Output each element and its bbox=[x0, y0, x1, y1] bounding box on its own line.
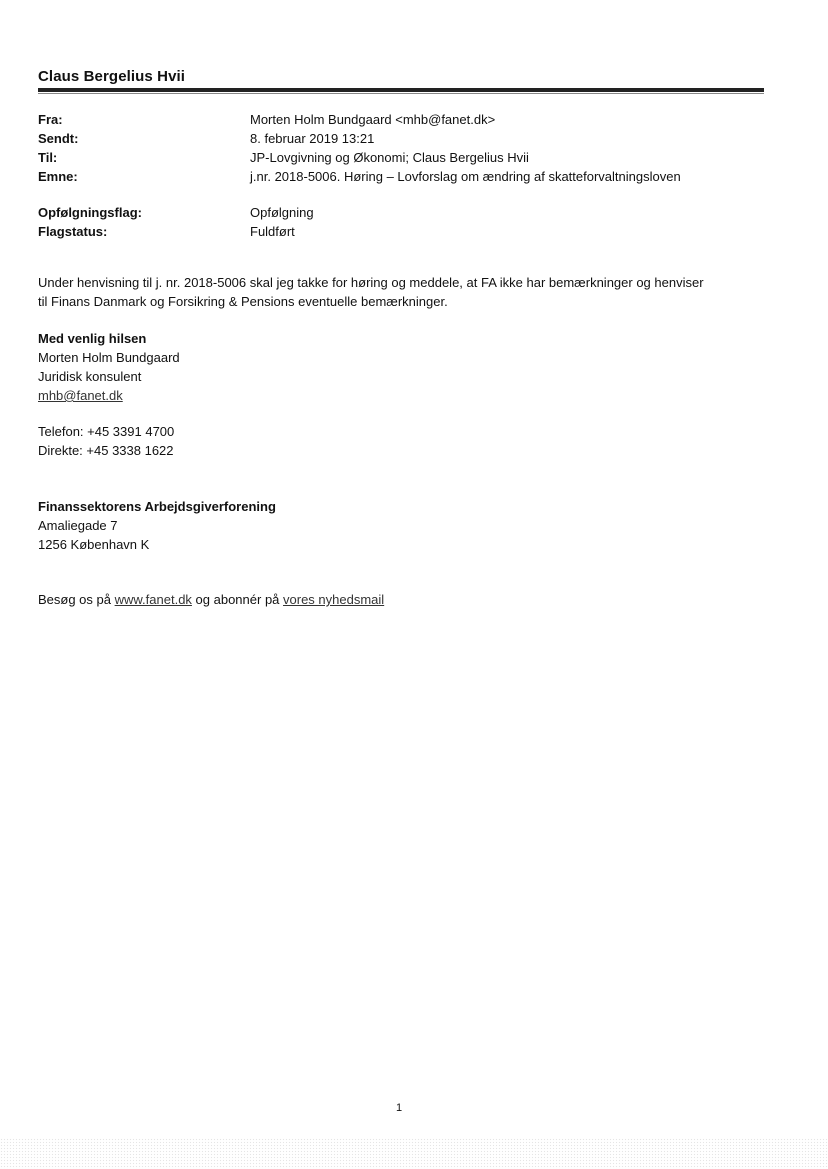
email-body bbox=[38, 273, 768, 311]
organization-city: 1256 København K bbox=[38, 537, 150, 552]
header-divider bbox=[38, 88, 764, 92]
subject-value: j.nr. 2018-5006. Høring – Lovforslag om ændring af skatteforvaltningsloven bbox=[250, 169, 681, 184]
direct-number: Direkte: +45 3338 1622 bbox=[38, 443, 174, 458]
header-row-subject bbox=[38, 167, 764, 186]
organization-address bbox=[38, 497, 276, 554]
newsletter-link[interactable]: vores nyhedsmail bbox=[283, 592, 385, 607]
header-row-flag bbox=[38, 203, 764, 222]
header-row-sent bbox=[38, 129, 764, 148]
page-number: 1 bbox=[396, 1102, 403, 1114]
scan-noise-strip bbox=[0, 1138, 828, 1169]
visit-middle: og abonnér på bbox=[191, 592, 284, 607]
flag-status-value: Fuldført bbox=[250, 224, 295, 239]
body-line-2: til Finans Danmark og Forsikring & Pensions eventuelle bemærkninger. bbox=[38, 294, 448, 309]
visit-prefix: Besøg os på bbox=[38, 592, 115, 607]
header-row-from bbox=[38, 110, 764, 129]
body-line-1: Under henvisning til j. nr. 2018-5006 skal jeg takke for høring og meddele, at FA ikke har bemærkninger og henviser bbox=[38, 275, 704, 290]
phone-number: Telefon: +45 3391 4700 bbox=[38, 424, 175, 439]
header-row-to bbox=[38, 148, 764, 167]
signature-email-link[interactable]: mhb@fanet.dk bbox=[38, 388, 123, 403]
email-headers bbox=[38, 110, 764, 241]
flag-status-label: Flagstatus: bbox=[38, 224, 108, 239]
signature-title: Juridisk konsulent bbox=[38, 369, 142, 384]
website-link[interactable]: www.fanet.dk bbox=[114, 592, 192, 607]
signature-name: Morten Holm Bundgaard bbox=[38, 350, 180, 365]
signature-greeting: Med venlig hilsen bbox=[38, 331, 147, 346]
header-divider-thin bbox=[38, 93, 764, 94]
subject-label: Emne: bbox=[38, 169, 78, 184]
signature-block bbox=[38, 329, 180, 405]
to-value: JP-Lovgivning og Økonomi; Claus Bergelius Hvii bbox=[250, 150, 529, 165]
sent-label: Sendt: bbox=[38, 131, 79, 146]
visit-line bbox=[38, 590, 384, 609]
header-row-flag-status bbox=[38, 222, 764, 241]
sent-value: 8. februar 2019 13:21 bbox=[250, 131, 375, 146]
mailbox-owner-name: Claus Bergelius Hvii bbox=[38, 68, 186, 85]
flag-label: Opfølgningsflag: bbox=[38, 205, 142, 220]
organization-name: Finanssektorens Arbejdsgiverforening bbox=[38, 499, 276, 514]
contact-phones bbox=[38, 422, 174, 460]
from-value: Morten Holm Bundgaard <mhb@fanet.dk> bbox=[250, 112, 496, 127]
to-label: Til: bbox=[38, 150, 58, 165]
organization-street: Amaliegade 7 bbox=[38, 518, 118, 533]
flag-value: Opfølgning bbox=[250, 205, 314, 220]
from-label: Fra: bbox=[38, 112, 63, 127]
